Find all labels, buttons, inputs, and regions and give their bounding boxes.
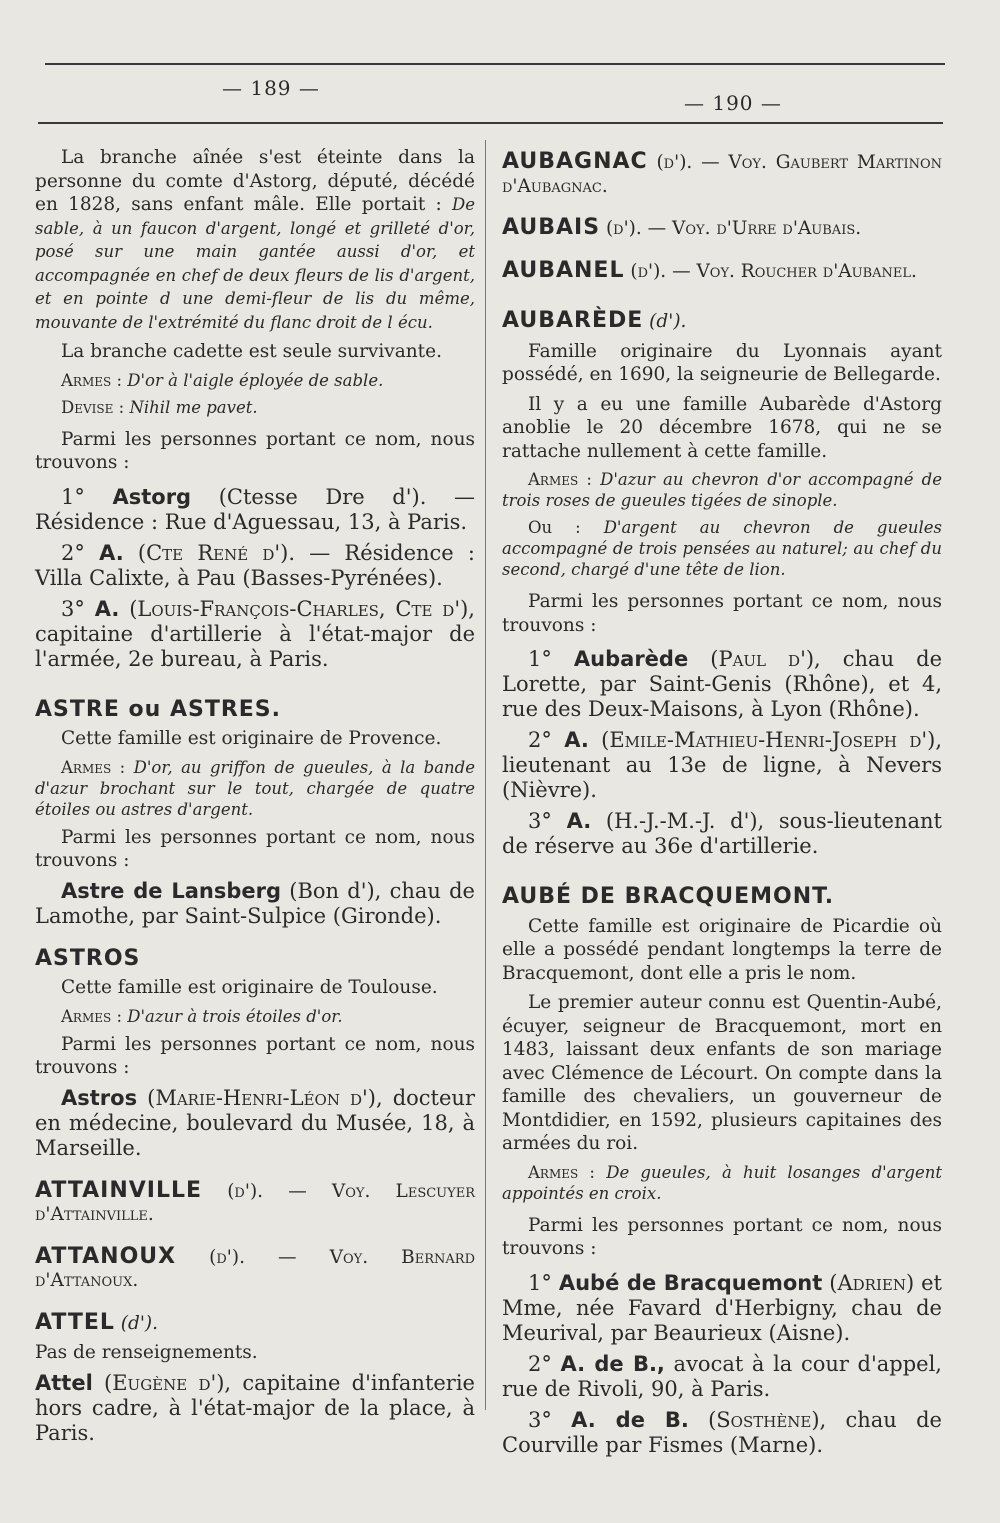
entry-astorg-2: 2° A. (Cte René d'). — Résidence : Villa Calixte, à Pau (Basses-Pyrénées). [35,540,475,590]
attel-note: Pas de renseignements. [35,1342,258,1363]
entry-attel: Attel (Eugène d'), capitaine d'infanterie hors cadre, à l'état-major de la place, à Paris. [35,1370,475,1445]
astros-armes: Armes : D'azur à trois étoiles d'or. [61,1006,343,1026]
right-column [502,150,942,1464]
entry-aubagnac: AUBAGNAC (d'). — Voy. Gaubert Martinon d'Aubagnac. [502,149,942,197]
page-number-left: — 189 — [222,76,320,100]
aube-armes: Armes : De gueules, à huit losanges d'argent appointés en croix. [502,1162,942,1203]
aubarede-parmi: Parmi les personnes portant ce nom, nous trouvons : [502,591,942,636]
heading-aube: AUBÉ DE BRACQUEMONT. [502,884,835,909]
entry-astre: Astre de Lansberg (Bon d'), chau de Lamothe, par Saint-Sulpice (Gironde). [35,878,475,928]
entry-aubanel: AUBANEL (d'). — Voy. Roucher d'Aubanel. [502,257,917,283]
top-rule [45,63,945,65]
column-separator [485,140,486,1410]
heading-aubarede: AUBARÈDE (d'). [502,308,687,333]
entry-attainville: ATTAINVILLE (d'). — Voy. Lescuyer d'Attainville. [35,1177,475,1225]
cadette-line: La branche cadette est seule survivante. [61,341,442,362]
entry-attanoux: ATTANOUX (d'). — Voy. Bernard d'Attanoux. [35,1243,475,1291]
entry-aube-2: 2° A. de B., avocat à la cour d'appel, rue de Rivoli, 90, à Paris. [502,1351,942,1401]
entry-aubais: AUBAIS (d'). — Voy. d'Urre d'Aubais. [502,215,862,240]
intro-paragraph: La branche aînée s'est éteinte dans la personne du comte d'Astorg, député, décédé en 1828, sans enfant mâle. Elle portait : De sable, à un faucon d'argent, longé et grilleté d'or, posé sur une main gantée aussi d'or, et accompagnée en chef de deux fleurs de lis d'argent, et en pointe d une demi-fleur de lis du même, mouvante de l'extrémité du flanc droit de l écu. [35,147,475,332]
parmi-line: Parmi les personnes portant ce nom, nous trouvons : [35,428,475,473]
entry-astros: Astros (Marie-Henri-Léon d'), docteur en médecine, boulevard du Musée, 18, à Marseille. [35,1085,475,1160]
heading-attel: ATTEL (d'). [35,1309,159,1335]
aubarede-p2: Il y a eu une famille Aubarède d'Astorg anoblie le 20 décembre 1678, qui ne se rattache nullement à cette famille. [502,393,942,462]
heading-astros: ASTROS [35,945,141,971]
aube-p2: Le premier auteur connu est Quentin-Aubé, écuyer, seigneur de Bracquemont, mort en 1483, laissant deux enfants de son mariage avec Clémence de Lécourt. On compte dans la famille des chevaliers, un gouverneur de Montdidier, en 1592, plusieurs capitaines des armées du roi. [502,992,942,1154]
entry-aubarede-1: 1° Aubarède (Paul d'), chau de Lorette, par Saint-Genis (Rhône), et 4, rue des Deux-Maisons, à Lyon (Rhône). [502,647,942,721]
entry-astorg-1: 1° Astorg (Ctesse Dre d'). — Résidence : Rue d'Aguessau, 13, à Paris. [35,484,475,534]
aube-parmi: Parmi les personnes portant ce nom, nous trouvons : [502,1214,942,1259]
entry-aubarede-3: 3° A. (H.-J.-M.-J. d'), sous-lieutenant de réserve au 36e d'artillerie. [502,809,942,858]
left-column [35,146,475,1452]
aube-p1: Cette famille est originaire de Picardie où elle a possédé pendant longtemps la terre de Bracquemont, dont elle a pris le nom. [502,915,942,984]
astre-origin: Cette famille est originaire de Provence. [61,728,442,749]
heading-astre: ASTRE ou ASTRES. [35,696,281,722]
astre-armes: Armes : D'or, au griffon de gueules, à la bande d'azur brochant sur le tout, chargée de quatre étoiles ou astres d'argent. [35,757,475,819]
entry-aube-3: 3° A. de B. (Sosthène), chau de Courville par Fismes (Marne). [502,1407,942,1457]
page-number-right: — 190 — [684,91,782,115]
aubarede-p1: Famille originaire du Lyonnais ayant possédé, en 1690, la seigneurie de Bellegarde. [502,340,942,385]
astros-parmi: Parmi les personnes portant ce nom, nous trouvons : [35,1033,475,1078]
entry-astorg-3: 3° A. (Louis-François-Charles, Cte d'), capitaine d'artillerie à l'état-major de l'armée, 2e bureau, à Paris. [35,596,475,671]
astre-parmi: Parmi les personnes portant ce nom, nous trouvons : [35,826,475,871]
aubarede-armes: Armes : D'azur au chevron d'or accompagné de trois roses de gueules tigées de sinople. [502,470,943,510]
entry-aube-1: 1° Aubé de Bracquemont (Adrien) et Mme, née Favard d'Herbigny, chau de Meurival, par Beaurieux (Aisne). [502,1270,942,1345]
astros-origin: Cette famille est originaire de Toulouse. [61,977,438,998]
devise-line: Devise : Nihil me pavet. [61,397,258,417]
aubarede-ou: Ou : D'argent au chevron de gueules accompagné de trois pensées au naturel; au chef du second, chargé d'une tête de lion. [502,518,942,579]
header-rule [38,122,943,124]
entry-aubarede-2: 2° A. (Emile-Mathieu-Henri-Joseph d'), lieutenant au 13e de ligne, à Nevers (Nièvre). [502,728,942,802]
armes-line: Armes : D'or à l'aigle éployée de sable. [61,370,384,390]
